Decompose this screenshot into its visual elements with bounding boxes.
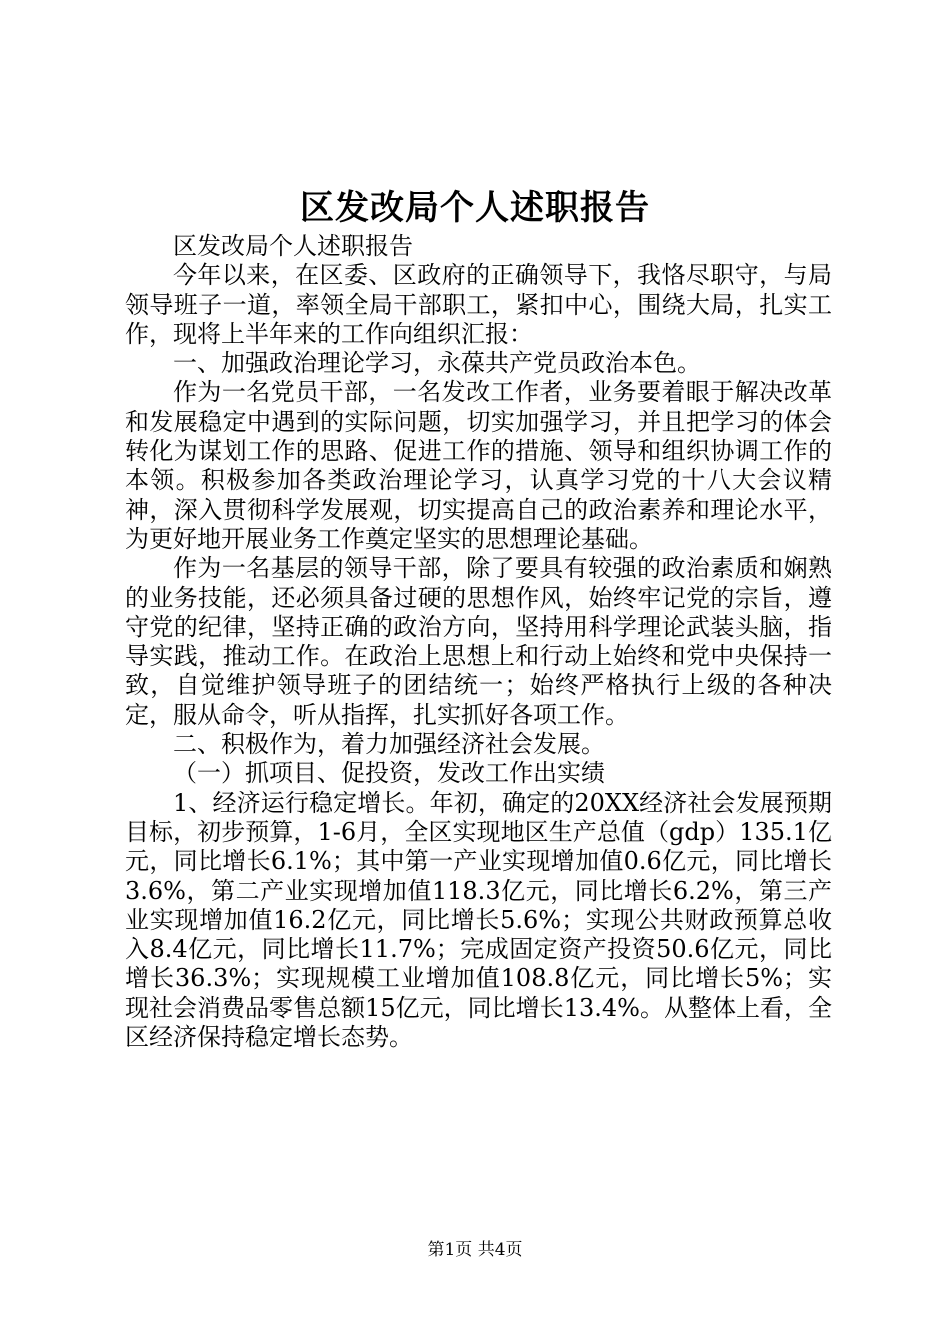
- paragraph: 区发改局个人述职报告: [173, 232, 413, 260]
- subsection-heading: （一）抓项目、促投资，发改工作出实绩: [173, 759, 605, 788]
- document-body: [125, 232, 832, 1052]
- section-heading: 一、加强政治理论学习，永葆共产党员政治本色。: [173, 349, 701, 378]
- page-footer: 第1页 共4页: [427, 1240, 523, 1260]
- paragraph: 今年以来，在区委、区政府的正确领导下，我恪尽职守，与局领导班子一道，率领全局干部职工，紧扣中心，围绕大局，扎实工作，现将上半年来的工作向组织汇报：: [125, 261, 832, 348]
- section-heading: 二、积极作为，着力加强经济社会发展。: [173, 730, 605, 759]
- paragraph: 作为一名基层的领导干部，除了要具有较强的政治素质和娴熟的业务技能，还必须具备过硬的思想作风，始终牢记党的宗旨，遵守党的纪律，坚持正确的政治方向，坚持用科学理论武装头脑，指导实践，推动工作。在政治上思想上和行动上始终和党中央保持一致，自觉维护领导班子的团结统一；始终严格执行上级的各种决定，服从命令，听从指挥，扎实抓好各项工作。: [125, 554, 832, 729]
- document-title: 区发改局个人述职报告: [300, 188, 650, 228]
- paragraph: 1、经济运行稳定增长。年初，确定的20XX经济社会发展预期目标，初步预算，1-6月，全区实现地区生产总值（gdp）135.1亿元，同比增长6.1%；其中第一产业实现增加值0.6亿元，同比增长3.6%，第二产业实现增加值118.3亿元，同比增长6.2%，第三产业实现增加值16.2亿元，同比增长5.6%；实现公共财政预算总收入8.4亿元，同比增长11.7%；完成固定资产投资50.6亿元，同比增长36.3%；实现规模工业增加值108.8亿元，同比增长5%；实现社会消费品零售总额15亿元，同比增长13.4%。从整体上看，全区经济保持稳定增长态势。: [125, 788, 832, 1052]
- paragraph: 作为一名党员干部，一名发改工作者，业务要着眼于解决改革和发展稳定中遇到的实际问题，切实加强学习，并且把学习的体会转化为谋划工作的思路、促进工作的措施、领导和组织协调工作的本领。积极参加各类政治理论学习，认真学习党的十八大会议精神，深入贯彻科学发展观，切实提高自己的政治素养和理论水平，为更好地开展业务工作奠定坚实的思想理论基础。: [125, 378, 832, 553]
